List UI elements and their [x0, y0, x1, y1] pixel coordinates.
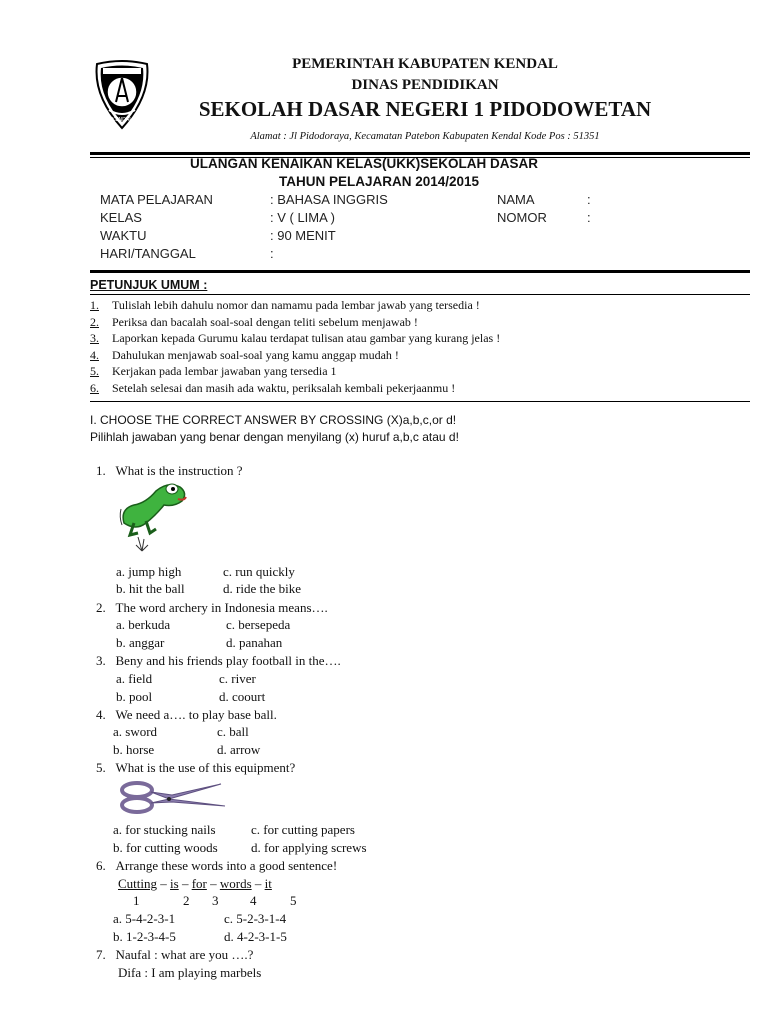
q7-line-2: Difa : I am playing marbels — [118, 965, 262, 980]
q3-option-b[interactable]: b. pool — [116, 689, 153, 704]
field-subject-value: : BAHASA INGGRIS — [270, 192, 388, 207]
q6-digit-3: 3 — [212, 893, 219, 908]
question-5: 5. What is the use of this equipment? — [96, 760, 296, 775]
section-heading: I. CHOOSE THE CORRECT ANSWER BY CROSSING (X)a,b,c,or d! — [90, 413, 457, 427]
info-rule — [90, 270, 750, 273]
question-7: 7. Naufal : what are you ….? — [96, 947, 254, 962]
instruction-item: 6. Setelah selesai dan masih ada waktu, periksalah kembali pekerjaanmu ! — [90, 381, 456, 395]
q6-word-sequence: Cutting – is – for – words – it — [118, 876, 272, 891]
q4-option-a[interactable]: a. sword — [113, 724, 158, 739]
question-2: 2. The word archery in Indonesia means…. — [96, 600, 328, 615]
q6-digit-4: 4 — [250, 893, 257, 908]
instruction-item: 4. Dahulukan menjawab soal-soal yang kamu anggap mudah ! — [90, 348, 399, 362]
q6-option-d[interactable]: d. 4-2-3-1-5 — [224, 929, 287, 944]
q3-option-d[interactable]: d. coourt — [219, 689, 266, 704]
field-date-label: HARI/TANGGAL — [100, 246, 196, 261]
q1-option-b[interactable]: b. hit the ball — [116, 581, 185, 596]
instruction-item: 3. Laporkan kepada Gurumu kalau terdapat tulisan atau gambar yang kurang jelas ! — [90, 331, 501, 345]
q4-option-b[interactable]: b. horse — [113, 742, 155, 757]
q5-option-d[interactable]: d. for applying screws — [251, 840, 367, 855]
header-line-1: PEMERINTAH KABUPATEN KENDAL — [292, 56, 558, 72]
q6-digit-1: 1 — [133, 893, 140, 908]
question-3: 3. Beny and his friends play football in the…. — [96, 653, 341, 668]
q6-option-a[interactable]: a. 5-4-2-3-1 — [113, 911, 176, 926]
q5-option-b[interactable]: b. for cutting woods — [113, 840, 218, 855]
q3-option-c[interactable]: c. river — [219, 671, 256, 686]
frog-jumping-image — [116, 479, 192, 559]
q6-option-b[interactable]: b. 1-2-3-4-5 — [113, 929, 176, 944]
field-name-label: NAMA — [497, 192, 535, 207]
exam-year: TAHUN PELAJARAN 2014/2015 — [279, 174, 480, 189]
field-class-value: : V ( LIMA ) — [270, 210, 336, 225]
q4-option-d[interactable]: d. arrow — [217, 742, 261, 757]
field-time-value: : 90 MENIT — [270, 228, 336, 243]
section-subheading: Pilihlah jawaban yang benar dengan menyilang (x) huruf a,b,c atau d! — [90, 430, 459, 444]
school-name: SEKOLAH DASAR NEGERI 1 PIDODOWETAN — [198, 97, 652, 121]
instructions-rule — [90, 294, 750, 295]
q5-option-c[interactable]: c. for cutting papers — [251, 822, 355, 837]
school-address: Alamat : Jl Pidodoraya, Kecamatan Patebon Kabupaten Kendal Kode Pos : 51351 — [250, 131, 600, 142]
instruction-item: 2. Periksa dan bacalah soal-soal dengan teliti sebelum menjawab ! — [90, 315, 418, 329]
q2-option-d[interactable]: d. panahan — [226, 635, 283, 650]
field-number-value: : — [587, 210, 591, 225]
exam-title: ULANGAN KENAIKAN KELAS(UKK)SEKOLAH DASAR — [190, 156, 538, 171]
question-4: 4. We need a…. to play base ball. — [96, 707, 277, 722]
q1-option-a[interactable]: a. jump high — [116, 564, 182, 579]
field-class-label: KELAS — [100, 210, 142, 225]
q2-option-c[interactable]: c. bersepeda — [226, 617, 291, 632]
q2-option-b[interactable]: b. anggar — [116, 635, 165, 650]
header-rule-thick — [90, 152, 750, 155]
q3-option-a[interactable]: a. field — [116, 671, 153, 686]
q4-option-c[interactable]: c. ball — [217, 724, 249, 739]
q1-option-d[interactable]: d. ride the bike — [223, 581, 301, 596]
q6-option-c[interactable]: c. 5-2-3-1-4 — [224, 911, 287, 926]
school-logo — [89, 58, 155, 132]
instruction-item: 1. Tulislah lebih dahulu nomor dan namamu pada lembar jawab yang tersedia ! — [90, 298, 480, 312]
question-6: 6. Arrange these words into a good sentence! — [96, 858, 338, 873]
instruction-item: 5. Kerjakan pada lembar jawaban yang tersedia 1 — [90, 364, 337, 378]
q6-digit-2: 2 — [183, 893, 190, 908]
q2-option-a[interactable]: a. berkuda — [116, 617, 171, 632]
svg-text:KENDAL: KENDAL — [111, 117, 133, 123]
header-line-2: DINAS PENDIDIKAN — [351, 77, 499, 93]
field-time-label: WAKTU — [100, 228, 147, 243]
question-1: 1. What is the instruction ? — [96, 463, 243, 478]
field-number-label: NOMOR — [497, 210, 547, 225]
section-rule — [90, 401, 750, 402]
instructions-title: PETUNJUK UMUM : — [90, 278, 208, 292]
q6-digit-5: 5 — [290, 893, 297, 908]
field-subject-label: MATA PELAJARAN — [100, 192, 213, 207]
q1-option-c[interactable]: c. run quickly — [223, 564, 295, 579]
field-name-value: : — [587, 192, 591, 207]
field-date-value: : — [270, 246, 274, 261]
scissors-image — [117, 778, 227, 816]
q5-option-a[interactable]: a. for stucking nails — [113, 822, 216, 837]
